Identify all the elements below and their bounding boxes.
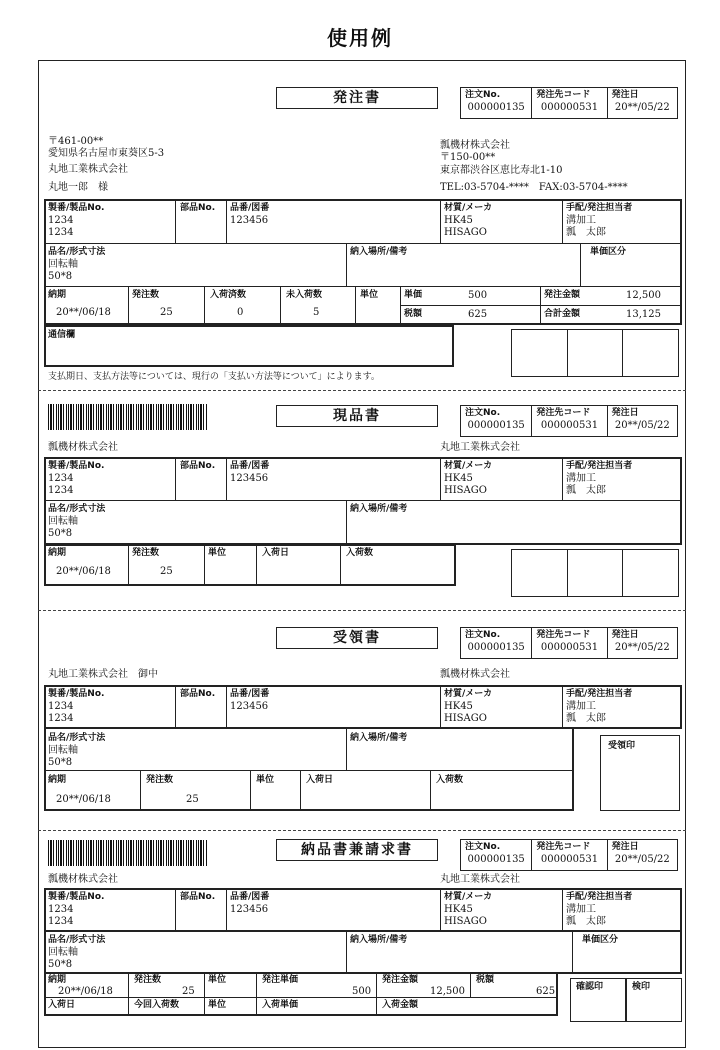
hinban-label: 品番/図番: [230, 461, 270, 471]
seiban-label: 製番/製品No.: [48, 892, 105, 902]
tax-label: 税額: [404, 309, 423, 319]
size-value: 50*8: [48, 959, 73, 970]
recipient-person: 丸地一郎 様: [48, 182, 108, 193]
order-qty-label: 発注数: [146, 775, 174, 785]
tehai-label: 手配/発注担当者: [566, 892, 633, 902]
page-title: 使用例: [327, 26, 393, 50]
current-arrival-qty-label: 今回入荷数: [134, 1000, 180, 1010]
order-qty-label: 発注数: [134, 975, 162, 985]
delivery-place-label: 納入場所/備考: [350, 935, 408, 945]
material-value: HK45: [444, 701, 473, 712]
unit-label: 単位: [208, 975, 227, 985]
order-no: 000000135: [467, 420, 525, 431]
hinban-value: 123456: [230, 473, 269, 484]
order-header: [460, 839, 678, 871]
tax-label: 税額: [476, 975, 495, 985]
hinban-label: 品番/図番: [230, 689, 270, 699]
order-no-label: 注文No.: [465, 842, 501, 852]
arrival-date-label: 入荷日: [306, 775, 334, 785]
maker-value: HISAGO: [444, 713, 487, 724]
unit-price-class-label: 単価区分: [582, 935, 619, 945]
tehai-value: 溝加工: [566, 701, 596, 712]
seiban-label: 製番/製品No.: [48, 461, 105, 471]
arrival-unit-price-label: 入荷単価: [262, 1000, 299, 1010]
seiban-label: 製番/製品No.: [48, 689, 105, 699]
seiban-value: 1234: [48, 916, 74, 927]
received-qty-label: 入荷済数: [210, 290, 247, 300]
size-value: 50*8: [48, 528, 73, 539]
receipt-stamp-label: 受領印: [608, 741, 636, 751]
unit-price-value: 500: [468, 290, 488, 301]
order-date-label: 発注日: [611, 408, 639, 418]
sender-address: 東京都渋谷区恵比寿北1-10: [440, 165, 563, 176]
recipient-postal: 〒461-00**: [48, 136, 104, 147]
delivery-place-label: 納入場所/備考: [350, 247, 408, 257]
arrival-date-label: 入荷日: [262, 548, 290, 558]
unit-label: 単位: [208, 1000, 227, 1010]
hinmei-label: 品名/形式寸法: [48, 935, 106, 945]
unit-price-class-label: 単価区分: [590, 247, 627, 257]
order-qty-value: 25: [160, 307, 173, 318]
part-no-label: 部品No.: [180, 892, 216, 902]
order-no-label: 注文No.: [465, 90, 501, 100]
unreceived-qty-value: 5: [313, 307, 320, 318]
barcode-icon: [48, 404, 208, 430]
order-qty-value: 25: [160, 566, 173, 577]
unit-price-label: 単価: [404, 290, 423, 300]
maker-value: HISAGO: [444, 485, 487, 496]
order-amount-value: 12,500: [626, 290, 661, 301]
tax-value: 625: [468, 309, 488, 320]
delivery-place-label: 納入場所/備考: [350, 733, 408, 743]
supplier-code: 000000531: [540, 420, 599, 431]
order-amount-value: 12,500: [430, 986, 465, 997]
order-qty-value: 25: [182, 986, 195, 997]
person-value: 瓢 太郎: [566, 713, 606, 724]
hinmei-value: 回転軸: [48, 259, 78, 270]
nouki-value: 20**/06/18: [56, 307, 111, 318]
total-amount-label: 合計金額: [544, 309, 581, 319]
hinban-label: 品番/図番: [230, 203, 270, 213]
order-no: 000000135: [467, 854, 525, 865]
payment-footnote: 支払期日、支払方法等については、現行の「支払い方法等について」によります。: [48, 372, 380, 382]
order-no-label: 注文No.: [465, 408, 501, 418]
order-no-label: 注文No.: [465, 630, 501, 640]
cut-line: [38, 610, 686, 611]
material-value: HK45: [444, 904, 473, 915]
order-header: [460, 87, 678, 119]
hinmei-label: 品名/形式寸法: [48, 733, 106, 743]
memo-box: [44, 325, 454, 367]
tehai-label: 手配/発注担当者: [566, 461, 633, 471]
right-company: 丸地工業株式会社: [440, 874, 520, 885]
goods-bottom-row: [44, 544, 456, 586]
arrival-amount-label: 入荷金額: [382, 1000, 419, 1010]
tehai-label: 手配/発注担当者: [566, 203, 633, 213]
order-amount-label: 発注金額: [382, 975, 419, 985]
supplier-code: 000000531: [540, 642, 599, 653]
hinban-label: 品番/図番: [230, 892, 270, 902]
material-label: 材質/メーカ: [444, 461, 493, 471]
unit-label: 単位: [208, 548, 227, 558]
stamp-grid: [511, 549, 679, 597]
seiban-value: 1234: [48, 227, 74, 238]
hinban-value: 123456: [230, 701, 269, 712]
sender-tel-fax: TEL:03-5704-**** FAX:03-5704-****: [440, 182, 628, 193]
hinmei-value: 回転軸: [48, 947, 78, 958]
memo-label: 通信欄: [48, 330, 76, 340]
order-date: 20**/05/22: [614, 854, 670, 865]
doc-title: 発注書: [276, 87, 438, 109]
seiban-label: 製番/製品No.: [48, 203, 105, 213]
order-unit-price-value: 500: [352, 986, 372, 997]
left-company: 丸地工業株式会社 御中: [48, 669, 158, 680]
order-qty-label: 発注数: [132, 548, 160, 558]
hinmei-label: 品名/形式寸法: [48, 247, 106, 257]
hinmei-value: 回転軸: [48, 745, 78, 756]
material-label: 材質/メーカ: [444, 892, 493, 902]
person-value: 瓢 太郎: [566, 227, 606, 238]
received-qty-value: 0: [237, 307, 244, 318]
person-value: 瓢 太郎: [566, 916, 606, 927]
order-amount-label: 発注金額: [544, 290, 581, 300]
recipient-company: 丸地工業株式会社: [48, 164, 128, 175]
arrival-qty-label: 入荷数: [346, 548, 374, 558]
order-date: 20**/05/22: [614, 642, 670, 653]
inspect-stamp-label: 検印: [632, 982, 651, 992]
right-company: 瓢機材株式会社: [440, 669, 510, 680]
tehai-value: 溝加工: [566, 215, 596, 226]
hinmei-label: 品名/形式寸法: [48, 504, 106, 514]
order-qty-value: 25: [186, 794, 199, 805]
cut-line: [38, 390, 686, 391]
doc-title: 現品書: [276, 405, 438, 427]
size-value: 50*8: [48, 757, 73, 768]
barcode-icon: [48, 840, 208, 866]
order-no: 000000135: [467, 102, 525, 113]
delivery-place-label: 納入場所/備考: [350, 504, 408, 514]
arrival-qty-label: 入荷数: [436, 775, 464, 785]
size-value: 50*8: [48, 271, 73, 282]
nouki-label: 納期: [48, 775, 67, 785]
tax-value: 625: [536, 986, 556, 997]
seiban-value: 1234: [48, 473, 74, 484]
nouki-value: 20**/06/18: [56, 794, 111, 805]
right-company: 丸地工業株式会社: [440, 442, 520, 453]
nouki-value: 20**/06/18: [58, 986, 113, 997]
unreceived-qty-label: 未入荷数: [286, 290, 323, 300]
supplier-code-label: 発注先コード: [536, 630, 591, 640]
unit-label: 単位: [256, 775, 275, 785]
unit-label: 単位: [360, 290, 379, 300]
hinmei-value: 回転軸: [48, 516, 78, 527]
maker-value: HISAGO: [444, 916, 487, 927]
seiban-value: 1234: [48, 713, 74, 724]
hinban-value: 123456: [230, 904, 269, 915]
left-company: 瓢機材株式会社: [48, 874, 118, 885]
tehai-label: 手配/発注担当者: [566, 689, 633, 699]
seiban-value: 1234: [48, 485, 74, 496]
tehai-value: 溝加工: [566, 904, 596, 915]
person-value: 瓢 太郎: [566, 485, 606, 496]
supplier-code-label: 発注先コード: [536, 408, 591, 418]
confirm-stamp-label: 確認印: [576, 982, 604, 992]
tehai-value: 溝加工: [566, 473, 596, 484]
material-label: 材質/メーカ: [444, 689, 493, 699]
seiban-value: 1234: [48, 215, 74, 226]
order-no: 000000135: [467, 642, 525, 653]
cut-line: [38, 830, 686, 831]
material-value: HK45: [444, 215, 473, 226]
part-no-label: 部品No.: [180, 203, 216, 213]
order-header: [460, 627, 678, 659]
order-date-label: 発注日: [611, 842, 639, 852]
nouki-label: 納期: [48, 548, 67, 558]
nouki-label: 納期: [48, 975, 67, 985]
supplier-code: 000000531: [540, 854, 599, 865]
stamp-grid: [511, 329, 679, 377]
left-company: 瓢機材株式会社: [48, 442, 118, 453]
maker-value: HISAGO: [444, 227, 487, 238]
order-date-label: 発注日: [611, 90, 639, 100]
receipt-table-lower: [44, 727, 574, 811]
hinban-value: 123456: [230, 215, 269, 226]
doc-title: 受領書: [276, 627, 438, 649]
order-date-label: 発注日: [611, 630, 639, 640]
arrival-date-label: 入荷日: [48, 1000, 76, 1010]
material-label: 材質/メーカ: [444, 203, 493, 213]
order-qty-label: 発注数: [132, 290, 160, 300]
order-date: 20**/05/22: [614, 420, 670, 431]
supplier-code-label: 発注先コード: [536, 842, 591, 852]
sender-postal: 〒150-00**: [440, 152, 496, 163]
order-date: 20**/05/22: [614, 102, 670, 113]
total-amount-value: 13,125: [626, 309, 661, 320]
material-value: HK45: [444, 473, 473, 484]
order-unit-price-label: 発注単価: [262, 975, 299, 985]
supplier-code-label: 発注先コード: [536, 90, 591, 100]
sender-company: 瓢機材株式会社: [440, 140, 510, 151]
doc-title: 納品書兼請求書: [276, 839, 438, 861]
seiban-value: 1234: [48, 904, 74, 915]
seiban-value: 1234: [48, 701, 74, 712]
nouki-value: 20**/06/18: [56, 566, 111, 577]
recipient-address: 愛知県名古屋市東葵区5-3: [48, 148, 165, 159]
nouki-label: 納期: [48, 290, 67, 300]
order-header: [460, 405, 678, 437]
part-no-label: 部品No.: [180, 689, 216, 699]
part-no-label: 部品No.: [180, 461, 216, 471]
supplier-code: 000000531: [540, 102, 599, 113]
